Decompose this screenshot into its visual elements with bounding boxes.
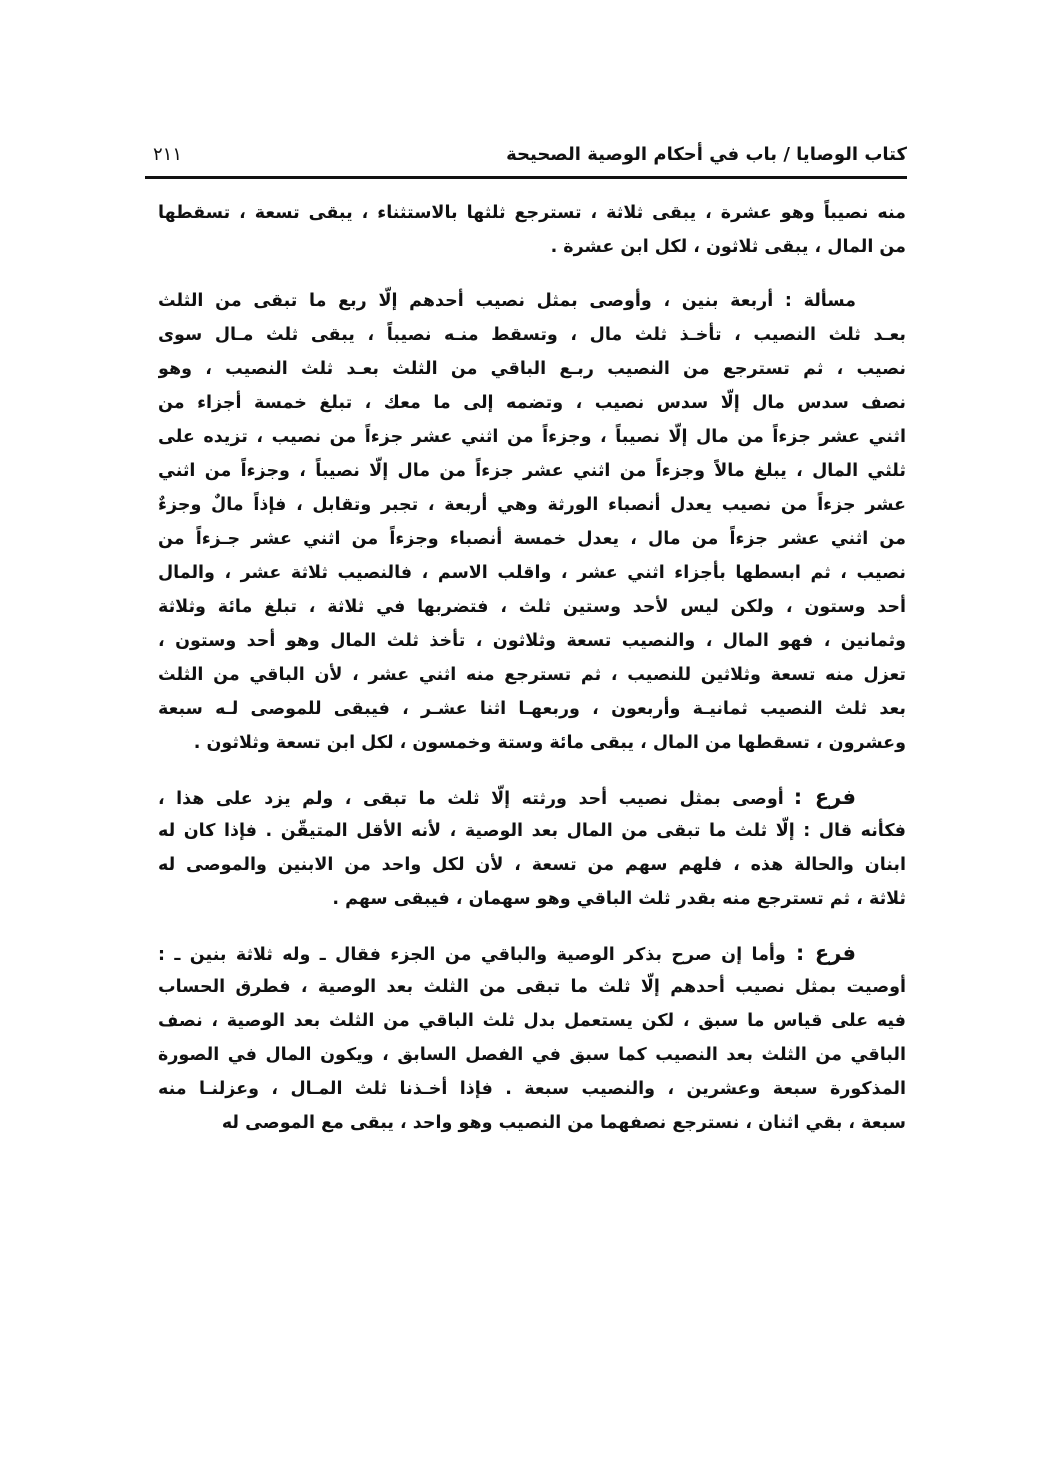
line-text: نصيب ، ثم ابسطها بأجزاء اثني عشر ، واقلب الاسم ، فالنصيب ثلاثة عشر ، والمال (158, 563, 906, 583)
paragraph (158, 284, 906, 760)
text-line (158, 658, 906, 692)
line-text: بعد ثلث النصيب ثمانيـة وأربعون ، وربعهـا اثنا عشـر ، فيبقى للموصى لـه سبعة (158, 699, 906, 719)
line-text: من اثني عشر جزءاً من مال ، يعدل خمسة أنصباء وجزءاً من اثني عشر جـزءاً من (158, 529, 906, 549)
line-text: منه نصيباً وهو عشرة ، يبقى ثلاثة ، تسترجع ثلثها بالاستثناء ، يبقى تسعة ، تسقطها (158, 203, 906, 223)
section-lead: فرع : (795, 941, 857, 965)
line-text: فكأنه قال : إلّا ثلث ما تبقى من المال بعد الوصية ، لأنه الأقل المتيقّن . فإذا كان له (158, 821, 906, 841)
text-line (158, 556, 906, 590)
line-text: ثلثي المال ، يبلغ مالاً وجزءاً من اثني عشر جزءاً من مال إلّا نصيباً ، وجزءاً من اثني (158, 461, 906, 481)
text-line (158, 230, 906, 264)
page-header (145, 140, 907, 174)
page-number: ٢١١ (153, 144, 183, 165)
text-line (158, 1072, 906, 1106)
line-text: وعشرون ، تسقطها من المال ، يبقى مائة وستة وخمسون ، لكل ابن تسعة وثلاثون . (193, 733, 906, 753)
line-text: عشر جزءاً من نصيب يعدل أنصباء الورثة وهي أربعة ، تجبر وتقابل ، فإذاً مالٌ وجزءٌ (158, 495, 906, 515)
text-line (158, 590, 906, 624)
body-text (158, 196, 906, 1160)
line-text: الباقي من الثلث بعد النصيب كما سبق في الفصل السابق ، ويكون المال في الصورة (158, 1045, 906, 1065)
line-text: فيه على قياس ما سبق ، لكن يستعمل بدل ثلث الباقي من الثلث بعد الوصية ، نصف (158, 1011, 906, 1031)
text-line (158, 624, 906, 658)
running-title: كتاب الوصايا / باب في أحكام الوصية الصحيحة (506, 144, 907, 165)
text-line (158, 522, 906, 556)
line-text: أوصى بمثل نصيب أحد ورثته إلّا ثلث ما تبقى ، ولم يزد على هذا ، (158, 789, 784, 809)
line-text: المذكورة سبعة وعشرين ، والنصيب سبعة . فإذا أخـذنا ثلث المـال ، وعزلنـا منه (158, 1079, 906, 1099)
line-text: ابنان والحالة هذه ، فلهم سهم من تسعة ، لأن لكل واحد من الابنين والموصى له (158, 855, 906, 875)
text-line (158, 352, 906, 386)
paragraph (158, 936, 906, 1140)
text-line (158, 420, 906, 454)
line-text: نصيب ، ثم تسترجع من النصيب ربـع الباقي من الثلث بعـد ثلث النصيب ، وهو (158, 359, 906, 379)
text-line (158, 284, 906, 318)
text-line (158, 848, 906, 882)
line-text: بعـد ثلث النصيب ، تأخـذ ثلث مال ، وتسقط منـه نصيباً ، يبقى ثلث مـال سوى (158, 325, 906, 345)
text-line (158, 488, 906, 522)
text-line (158, 454, 906, 488)
line-text: أحد وستون ، ولكن ليس لأحد وستين ثلث ، فتضربها في ثلاثة ، تبلغ مائة وثلاثة (158, 597, 906, 617)
text-line (158, 882, 906, 916)
text-line (158, 1004, 906, 1038)
line-text: وأما إن صرح بذكر الوصية والباقي من الجزء فقال ـ وله ثلاثة بنين ـ : (158, 945, 786, 965)
text-line (158, 692, 906, 726)
text-line (158, 780, 906, 814)
text-line (158, 936, 906, 970)
line-text: سبعة ، بقي اثنان ، نسترجع نصفهما من النصيب وهو واحد ، يبقى مع الموصى له (221, 1113, 906, 1133)
line-text: من المال ، يبقى ثلاثون ، لكل ابن عشرة . (550, 237, 906, 257)
line-text: أوصيت بمثل نصيب أحدهم إلّا ثلث ما تبقى من الثلث بعد الوصية ، فطرق الحساب (158, 977, 906, 997)
text-line (158, 318, 906, 352)
line-text: مسألة : أربعة بنين ، وأوصى بمثل نصيب أحدهم إلّا ربع ما تبقى من الثلث (158, 291, 856, 311)
text-line (158, 814, 906, 848)
text-line (158, 196, 906, 230)
paragraph (158, 780, 906, 916)
line-text: اثني عشر جزءاً من مال إلّا نصيباً ، وجزءاً من اثني عشر جزءاً من نصيب ، تزيده على (158, 427, 906, 447)
text-line (158, 386, 906, 420)
line-text: تعزل منه تسعة وثلاثين للنصيب ، ثم تسترجع منه اثني عشر ، لأن الباقي من الثلث (158, 665, 906, 685)
text-line (158, 1106, 906, 1140)
line-text: ثلاثة ، ثم تسترجع منه بقدر ثلث الباقي وهو سهمان ، فيبقى سهم . (332, 889, 906, 909)
paragraph (158, 196, 906, 264)
line-text: وثمانين ، فهو المال ، والنصيب تسعة وثلاثون ، تأخذ ثلث المال وهو أحد وستون ، (158, 631, 906, 651)
line-text: نصف سدس مال إلّا سدس نصيب ، وتضمه إلى ما معك ، تبلغ خمسة أجزاء من (158, 393, 906, 413)
text-line (158, 970, 906, 1004)
text-line (158, 1038, 906, 1072)
section-lead: فرع : (793, 785, 856, 809)
text-line (158, 726, 906, 760)
header-rule (145, 176, 907, 179)
